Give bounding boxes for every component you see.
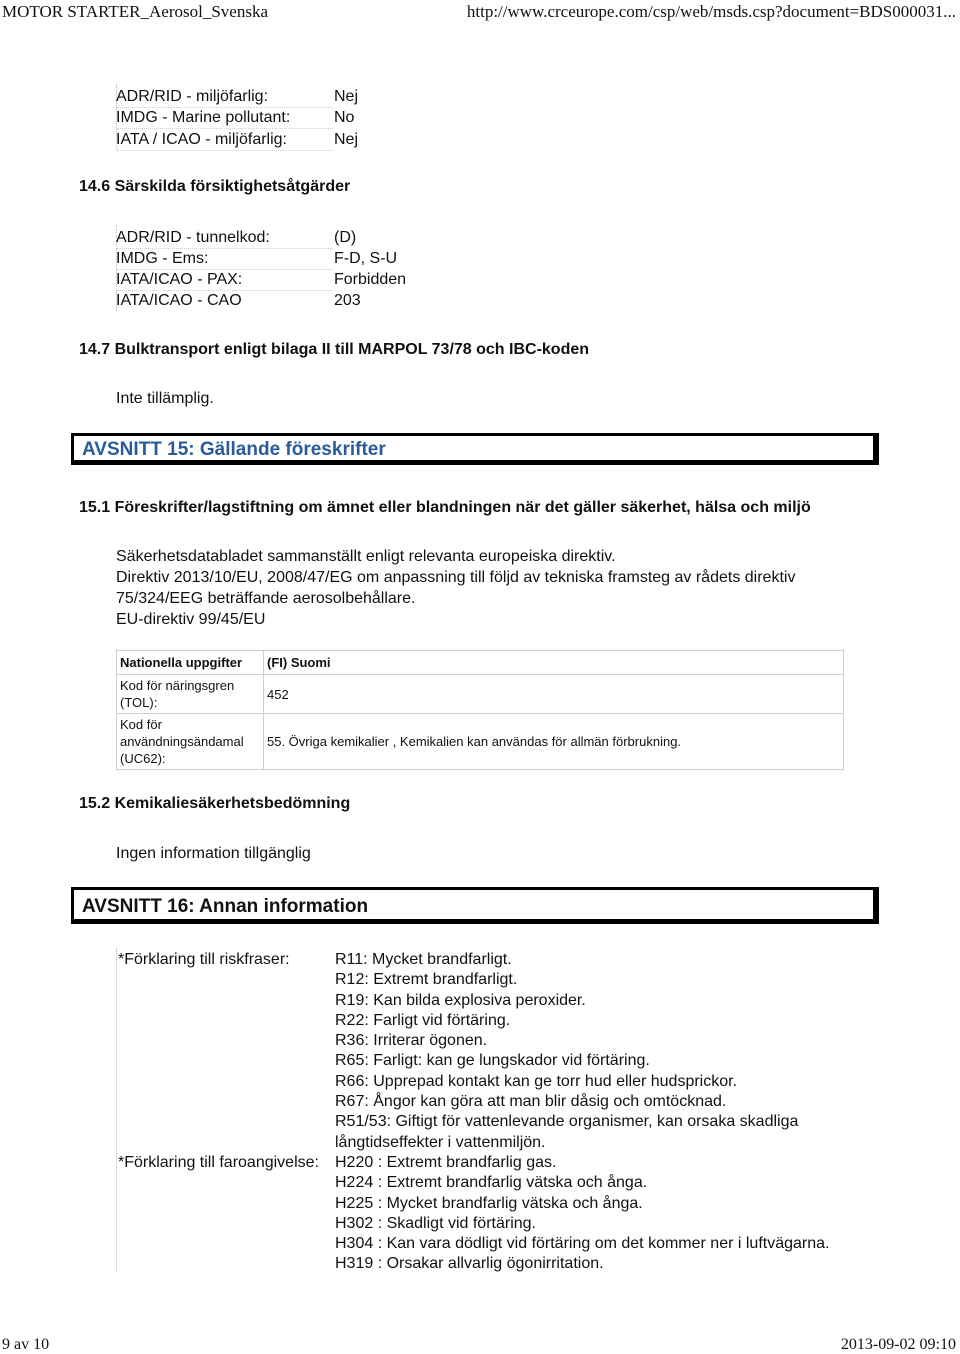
national-info-table [116, 650, 844, 770]
hazard-statements-label: *Förklaring till faroangivelse: [118, 1154, 319, 1171]
env-hazard-row [116, 87, 359, 107]
subsection-15-2-title: 15.2 Kemikaliesäkerhetsbedömning [79, 795, 351, 812]
risk-phrase-item: R11: Mycket brandfarligt. [335, 951, 512, 968]
env-hazard-label: ADR/RID - miljöfarlig: [116, 88, 269, 105]
s15-paragraph-1: Säkerhetsdatabladet sammanställt enligt relevanta europeiska direktiv. [116, 548, 616, 565]
risk-phrases-list [335, 950, 798, 1153]
s14-6-label: IATA/ICAO - CAO [116, 292, 242, 309]
env-hazard-value: Nej [334, 88, 359, 105]
risk-phrases-label: *Förklaring till riskfraser: [118, 951, 290, 968]
national-info-header-label: Nationella uppgifter [117, 651, 264, 675]
hazard-statements-list [335, 1153, 829, 1275]
table-cell-value: 55. Övriga kemikalier , Kemikalien kan användas för allmän förbrukning. [264, 714, 844, 770]
table-cell-label [117, 714, 264, 770]
subsection-15-2-text: Ingen information tillgänglig [116, 845, 311, 862]
s14-6-label: ADR/RID - tunnelkod: [116, 229, 270, 246]
cell-line: Kod för [120, 717, 162, 732]
risk-phrase-item: R51/53: Giftigt för vattenlevande organismer, kan orsaka skadliga [335, 1113, 799, 1131]
s14-6-label: IATA/ICAO - PAX: [116, 271, 243, 288]
env-hazard-label: IMDG - Marine pollutant: [116, 109, 291, 126]
table-cell-label [117, 675, 264, 714]
risk-phrase-item: R65: Farligt: kan ge lungskador vid förtäring. [335, 1052, 650, 1070]
national-info-header-value: (FI) Suomi [264, 651, 844, 675]
s14-6-value: Forbidden [334, 271, 407, 288]
table-cell-value: 452 [264, 675, 844, 714]
row-divider [117, 128, 333, 129]
hazard-statement-item: H224 : Extremt brandfarlig vätska och ånga. [335, 1174, 648, 1192]
subsection-15-1-title: 15.1 Föreskrifter/lagstiftning om ämnet eller blandningen när det gäller säkerhet, hälsa och miljö [79, 499, 811, 516]
subsection-14-7-title: 14.7 Bulktransport enligt bilaga II till MARPOL 73/78 och IBC-koden [79, 341, 590, 358]
risk-phrase-item: långtidseffekter i vattenmiljön. [335, 1133, 546, 1151]
section-16-heading: AVSNITT 16: Annan information [71, 887, 879, 924]
section-15-heading: AVSNITT 15: Gällande föreskrifter [71, 433, 879, 465]
hazard-statement-item: H304 : Kan vara dödligt vid förtäring om det kommer ner i luftvägarna. [335, 1235, 830, 1253]
env-hazard-row [116, 108, 355, 128]
subsection-14-7-text: Inte tillämplig. [116, 390, 214, 407]
print-header-url: http://www.crceurope.com/csp/web/msds.csp?document=BDS000031... [466, 2, 956, 21]
page-number: 9 av 10 [2, 1336, 50, 1353]
hazard-statement-item: H302 : Skadligt vid förtäring. [335, 1214, 536, 1232]
row-divider [117, 150, 333, 151]
risk-phrase-item: R66: Upprepad kontakt kan ge torr hud eller hudsprickor. [335, 1072, 738, 1090]
print-datetime: 2013-09-02 09:10 [840, 1336, 956, 1353]
s14-6-row [116, 249, 398, 269]
risk-phrase-item: R36: Irriterar ögonen. [335, 1032, 488, 1050]
s15-paragraph-2-line-1: Direktiv 2013/10/EU, 2008/47/EG om anpassning till följd av tekniska framsteg av rådets direktiv [116, 569, 796, 586]
s15-paragraph-3: EU-direktiv 99/45/EU [116, 611, 266, 628]
table-row [117, 675, 844, 714]
s15-paragraph-2-line-2: 75/324/EEG beträffande aerosolbehållare. [116, 590, 416, 607]
s14-6-row [116, 291, 361, 311]
hazard-statement-item: H220 : Extremt brandfarlig gas. [335, 1154, 557, 1171]
risk-phrase-item: R67: Ångor kan göra att man blir dåsig och omtöcknad. [335, 1093, 727, 1111]
s16-rule [116, 948, 117, 1272]
hazard-statement-item: H225 : Mycket brandfarlig vätska och ånga. [335, 1194, 643, 1212]
env-hazard-label: IATA / ICAO - miljöfarlig: [116, 131, 287, 148]
cell-line: Kod för näringsgren [120, 678, 235, 693]
env-hazard-value: Nej [334, 131, 359, 148]
print-header-title: MOTOR STARTER_Aerosol_Svenska [2, 2, 268, 21]
subsection-14-6-title: 14.6 Särskilda försiktighetsåtgärder [79, 178, 351, 195]
risk-phrase-item: R12: Extremt brandfarligt. [335, 971, 518, 989]
hazard-statement-item: H319 : Orsakar allvarlig ögonirritation. [335, 1255, 604, 1273]
s14-6-value: F-D, S-U [334, 250, 398, 267]
s14-6-value: (D) [334, 229, 357, 246]
risk-phrase-item: R19: Kan bilda explosiva peroxider. [335, 991, 586, 1009]
table-row [117, 651, 844, 675]
env-hazard-row [116, 130, 359, 150]
env-hazard-value: No [334, 109, 355, 126]
s14-6-value: 203 [334, 292, 361, 309]
cell-line: (TOL): [120, 695, 158, 710]
cell-line: (UC62): [120, 751, 166, 766]
table-row [117, 714, 844, 770]
s14-6-row [116, 270, 407, 290]
s14-6-label: IMDG - Ems: [116, 250, 209, 267]
risk-phrase-item: R22: Farligt vid förtäring. [335, 1011, 511, 1029]
cell-line: användningsändamal [120, 734, 244, 749]
s14-6-row [116, 228, 357, 248]
